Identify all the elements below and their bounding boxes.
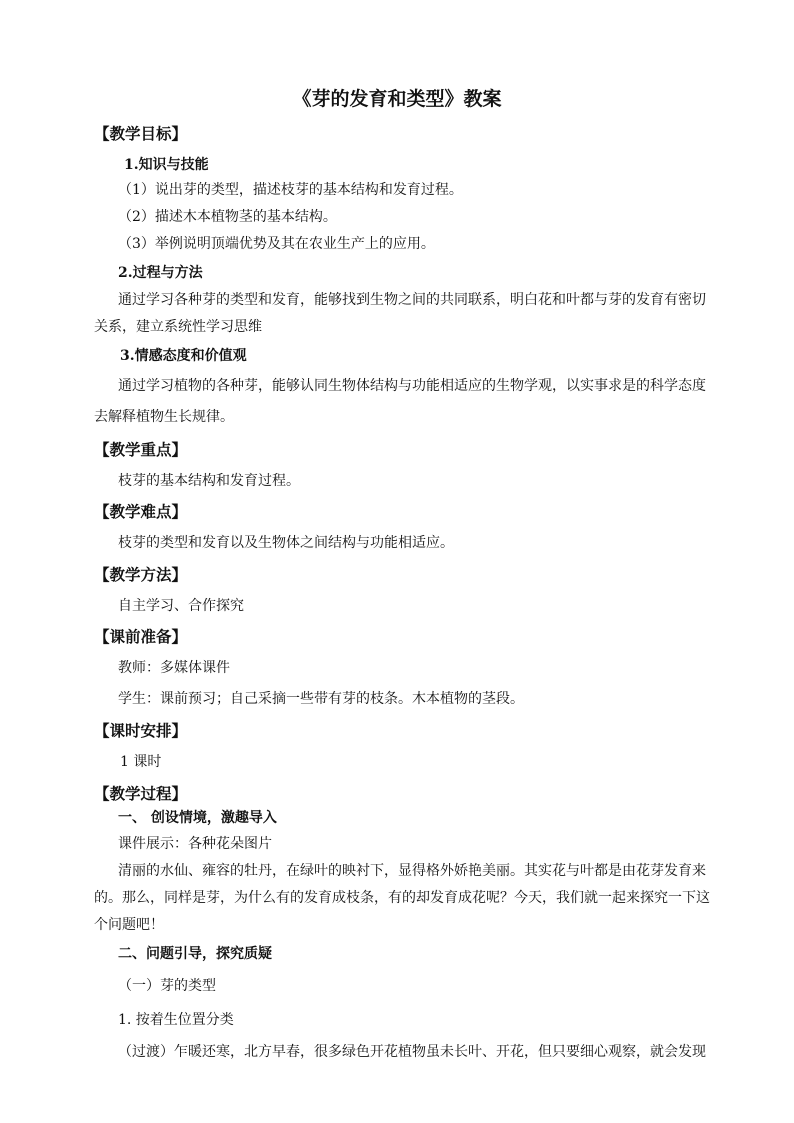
section-heading-preparation: 【课前准备】 (94, 627, 188, 646)
process-intro-line2: 的。那么，同样是芽，为什么有的发育成枝条，有的却发育成花呢？今天，我们就一起来探究一下这 (94, 890, 710, 906)
objectives-values-text-line1: 通过学习植物的各种芽，能够认同生物体结构与功能相适应的生物学观，以实事求是的科学态度 (118, 378, 706, 394)
document-title: 《芽的发育和类型》教案 (292, 88, 502, 110)
objectives-item-3: （3）举例说明顶端优势及其在农业生产上的应用。 (118, 236, 435, 252)
section-heading-process: 【教学过程】 (94, 784, 188, 803)
objectives-knowledge-heading: 1.知识与技能 (124, 157, 209, 173)
objectives-item-2: （2）描述木本植物茎的基本结构。 (118, 209, 337, 225)
preparation-teacher: 教师：多媒体课件 (118, 660, 230, 676)
preparation-student: 学生：课前预习；自己采摘一些带有芽的枝条。木本植物的茎段。 (118, 691, 524, 707)
process-sub1-heading: （一）芽的类型 (118, 978, 216, 994)
section-heading-key-points: 【教学重点】 (94, 440, 188, 459)
process-intro-line1: 清丽的水仙、雍容的牡丹，在绿叶的映衬下，显得格外娇艳美丽。其实花与叶都是由花芽发育来 (118, 863, 706, 879)
key-points-text: 枝芽的基本结构和发育过程。 (118, 473, 300, 489)
section-heading-schedule: 【课时安排】 (94, 721, 188, 740)
process-transition-text: （过渡）乍暖还寒，北方早春，很多绿色开花植物虽未长叶、开花，但只要细心观察，就会发现 (118, 1044, 706, 1060)
section-heading-methods: 【教学方法】 (94, 565, 188, 584)
objectives-values-heading: 3.情感态度和价值观 (120, 348, 247, 364)
process-display: 课件展示：各种花朵图片 (118, 836, 272, 852)
objectives-process-text-line1: 通过学习各种芽的类型和发育，能够找到生物之间的共同联系，明白花和叶都与芽的发育有密切 (118, 292, 706, 308)
objectives-process-heading: 2.过程与方法 (118, 265, 203, 281)
objectives-values-text-line2: 去解释植物生长规律。 (94, 409, 234, 425)
section-heading-difficulties: 【教学难点】 (94, 502, 188, 521)
process-step1-heading: 一、 创设情境，激趣导入 (118, 810, 277, 826)
objectives-item-1: （1）说出芽的类型，描述枝芽的基本结构和发育过程。 (118, 182, 463, 198)
methods-text: 自主学习、合作探究 (118, 598, 244, 614)
process-intro-line3: 个问题吧！ (94, 917, 164, 933)
objectives-process-text-line2: 关系，建立系统性学习思维 (94, 319, 262, 335)
process-step2-heading: 二、问题引导，探究质疑 (118, 946, 272, 962)
section-heading-objectives: 【教学目标】 (94, 124, 188, 143)
difficulties-text: 枝芽的类型和发育以及生物体之间结构与功能相适应。 (118, 535, 454, 551)
schedule-text: 1 课时 (120, 754, 162, 770)
process-sub1-1-heading: 1. 按着生位置分类 (118, 1012, 234, 1028)
